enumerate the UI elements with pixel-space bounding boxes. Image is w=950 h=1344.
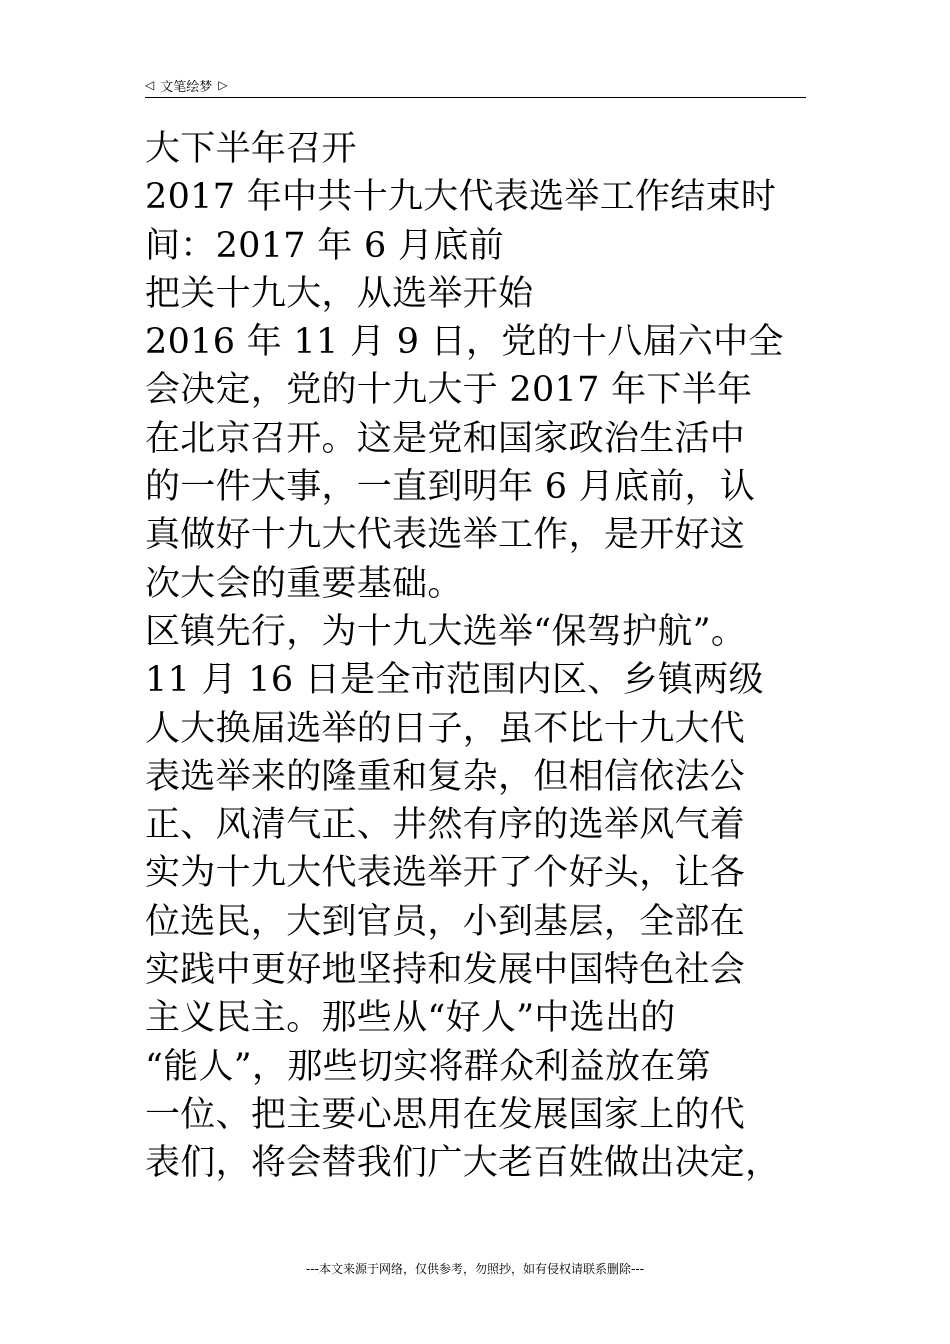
text-line: 表们，将会替我们广大老百姓做出决定，: [145, 1143, 781, 1184]
text-line: 区镇先行，为十九大选举“保驾护航”。: [145, 611, 747, 652]
text-line: 间：2017 年 6 月底前: [145, 225, 504, 266]
header-divider: [145, 97, 806, 98]
text-line: 人大换届选举的日子，虽不比十九大代: [145, 708, 746, 749]
text-line: 一位、把主要心思用在发展国家上的代: [145, 1094, 746, 1135]
text-line: 主义民主。那些从“好人”中选出的: [145, 998, 676, 1039]
text-line: 位选民，大到官员，小到基层，全部在: [145, 901, 746, 942]
page-header: [145, 74, 227, 96]
text-line: 正、风清气正、井然有序的选举风气着: [145, 805, 746, 846]
text-line: 2016 年 11 月 9 日，党的十八届六中全: [145, 322, 784, 363]
text-line: 表选举来的隆重和复杂，但相信依法公: [145, 756, 746, 797]
text-line: “能人”，那些切实将群众利益放在第: [145, 1046, 711, 1087]
page-footer: ---本文来源于网络，仅供参考，勿照抄，如有侵权请联系删除---: [306, 1262, 644, 1276]
text-line: 的一件大事，一直到明年 6 月底前，认: [145, 467, 756, 508]
text-line: 11 月 16 日是全市范围内区、乡镇两级: [145, 660, 764, 701]
text-line: 实践中更好地坚持和发展中国特色社会: [145, 950, 746, 991]
right-triangle-icon: ▷: [218, 78, 228, 92]
text-line: 次大会的重要基础。: [145, 563, 463, 604]
text-line: 实为十九大代表选举开了个好头，让各: [145, 853, 746, 894]
text-line: 大下半年召开: [145, 129, 357, 169]
header-title: 文笔绘梦: [160, 79, 213, 95]
text-line: 把关十九大，从选举开始: [145, 273, 534, 314]
text-line: 在北京召开。这是党和国家政治生活中: [145, 418, 746, 459]
text-line: 真做好十九大代表选举工作，是开好这: [145, 515, 746, 556]
left-triangle-icon: ◁: [145, 78, 155, 92]
body-text: [145, 125, 807, 1188]
text-line: 2017 年中共十九大代表选举工作结束时: [145, 177, 777, 218]
text-line: 会决定，党的十九大于 2017 年下半年: [145, 370, 753, 411]
